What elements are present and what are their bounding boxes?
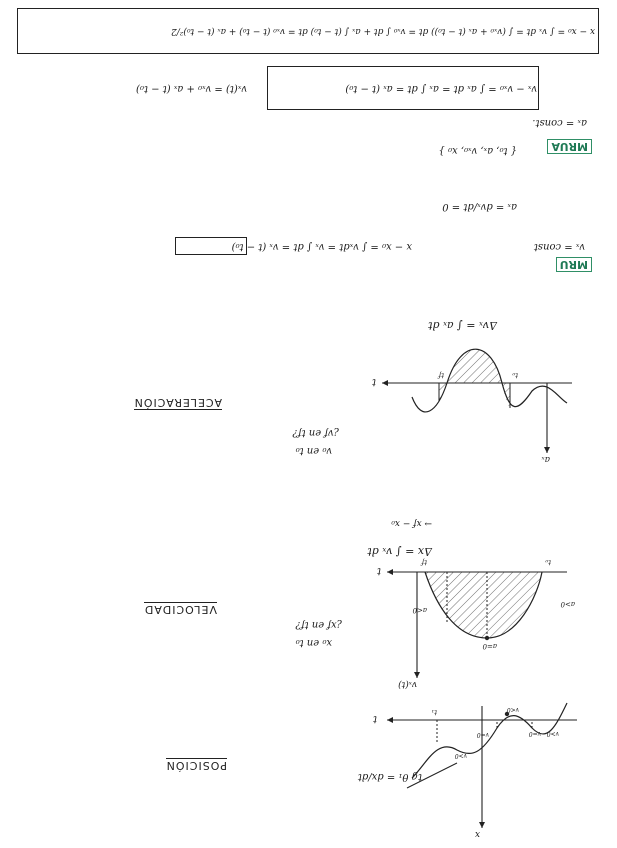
acceleration-question-1: v₀ en t₀	[295, 445, 332, 456]
position-x-axis-arrow	[479, 822, 485, 828]
velocity-t-axis-arrow	[387, 569, 393, 575]
velocity-v-axis-arrow	[414, 672, 420, 678]
position-t-label: t	[372, 713, 377, 724]
section-title-position: POSICIÓN	[165, 759, 227, 772]
velocity-graph	[357, 538, 577, 689]
position-label-1: v>0	[546, 730, 559, 737]
mrua-position-box	[17, 8, 599, 54]
position-graph	[347, 698, 577, 839]
acceleration-t-label: t	[371, 376, 376, 387]
velocity-v-label: vₓ(t)	[398, 679, 417, 689]
acceleration-formula: Δvₓ = ∫ aₓ dt	[428, 319, 497, 332]
mrua-velocity-eq: vₓ − vₓ₀ = ∫ aₓ dt = aₓ ∫ dt = aₓ (t − t₀)	[345, 83, 537, 94]
velocity-tf-label: tf	[421, 558, 427, 566]
position-label-4: v=0	[476, 731, 489, 738]
mru-accel: aₓ = dvₓ/dt = 0	[442, 201, 517, 212]
mru-result-box	[175, 237, 247, 255]
position-t-axis-arrow	[387, 717, 393, 723]
mru-formula: x − x₀ = ∫ vₓdt = vₓ ∫ dt = vₓ (t − t₀)	[231, 241, 412, 252]
mrua-position-eq: x − x₀ = ∫ vₓ dt = ∫ (vₓ₀ + aₓ (t − t₀)) dt = vₓ₀ ∫ dt + aₓ ∫ (t − t₀) dt = vₓ₀ (t − t₀) + aₓ (t − t₀)²/2	[171, 26, 595, 36]
velocity-area	[425, 572, 542, 638]
velocity-region-1: a>0	[560, 600, 575, 608]
position-x-label: x	[474, 829, 480, 839]
position-label-6: t₁	[431, 708, 437, 716]
position-slope-formula: tg θ₁ = dx/dt	[357, 771, 422, 782]
velocity-question-2: ¿xf en tf?	[295, 619, 342, 630]
acceleration-area	[439, 349, 510, 408]
mru-tag: MRU	[556, 257, 592, 272]
velocity-point	[485, 636, 489, 640]
position-label-5: v>0	[454, 752, 467, 759]
mrua-condition: aₓ = const.	[532, 117, 587, 128]
position-label-3: v<0	[506, 706, 519, 713]
section-title-velocity: VELOCIDAD	[143, 603, 217, 616]
position-label-2: v=0	[528, 730, 541, 737]
mrua-params: { t₀, aₓ, vₓ₀, x₀ }	[438, 145, 517, 156]
velocity-t-label: t	[376, 565, 381, 576]
acceleration-a-axis-arrow	[544, 447, 550, 453]
mrua-velocity-box	[267, 66, 539, 110]
mru-condition: vₓ = const	[533, 241, 585, 252]
acceleration-tf-label: tf	[438, 371, 444, 379]
acceleration-a-label: aₓ	[541, 454, 550, 464]
mrua-velocity-result: vₓ(t) = vₓ₀ + aₓ (t − t₀)	[136, 83, 247, 94]
velocity-question-1: x₀ en t₀	[295, 637, 332, 648]
acceleration-graph	[352, 323, 572, 464]
velocity-formula-note: → xf − x₀	[391, 518, 432, 528]
section-title-acceleration: ACELERACIÓN	[133, 396, 222, 409]
velocity-region-2: a<0	[412, 606, 427, 614]
acceleration-question-2: ¿vf en tf?	[292, 427, 339, 438]
acceleration-t-axis-arrow	[382, 380, 388, 386]
velocity-t0-label: t₀	[545, 558, 551, 566]
acceleration-t0-label: t₀	[512, 371, 518, 379]
velocity-formula: Δx = ∫ vₓ dt	[367, 545, 432, 558]
velocity-region-3: a=0	[482, 642, 497, 650]
mrua-tag: MRUA	[547, 139, 592, 154]
